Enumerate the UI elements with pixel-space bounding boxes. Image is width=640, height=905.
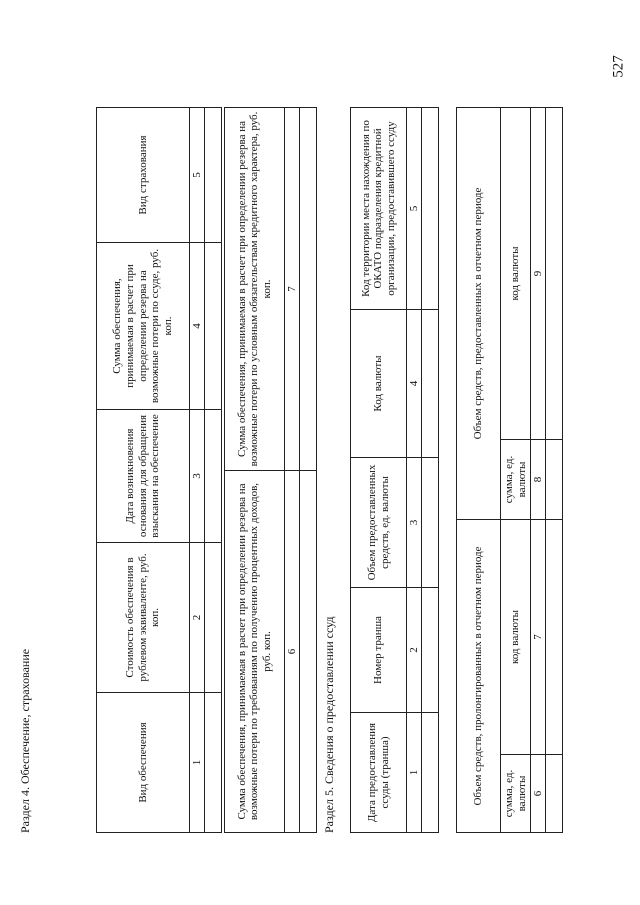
- header-provided-funds: Объем средств, предоставленных в отчетном периоде: [457, 107, 501, 519]
- table-cell: [205, 108, 222, 243]
- column-number: 5: [190, 108, 205, 243]
- subheader-currency-code: код валюты: [501, 107, 531, 439]
- table-cell: [205, 543, 222, 693]
- subheader-amount: сумма, ед. валюты: [501, 755, 531, 833]
- page-number: 527: [610, 55, 627, 78]
- table-cell: [546, 107, 563, 439]
- column-number: 7: [285, 108, 300, 471]
- header-funds-volume: Объем предоставленных средств, ед. валюты: [351, 458, 407, 588]
- section-4-title: Раздел 4. Обеспечение, страхование: [18, 648, 32, 833]
- subheader-amount: сумма, ед. валюты: [501, 439, 531, 519]
- table-cell: [546, 755, 563, 833]
- column-number: 8: [531, 439, 546, 519]
- header-enforcement-date: Дата возникновения основания для обращения взыскания на обеспечение: [97, 410, 190, 543]
- section-5-table-1: [350, 107, 439, 833]
- header-collateral-amount: Сумма обеспечения, принимаемая в расчет при определении резерва на возможные потери по ссуде, руб. коп.: [97, 243, 190, 410]
- header-collateral-value: Стоимость обеспечения в рублевом эквиваленте, руб. коп.: [97, 543, 190, 693]
- table-cell: [422, 310, 439, 458]
- section-4-table-1: [96, 107, 222, 833]
- header-okato-code: Код территории места нахождения по ОКАТО подразделения кредитной организации, предоставившего ссуду: [351, 108, 407, 310]
- header-prolonged-funds: Объем средств, пролонгированных в отчетном периоде: [457, 519, 501, 832]
- table-cell: [422, 108, 439, 310]
- column-number: 7: [531, 519, 546, 754]
- table-cell: [422, 713, 439, 833]
- table-cell: [205, 243, 222, 410]
- table-cell: [205, 410, 222, 543]
- section-4-table-2: [224, 107, 317, 833]
- header-contingent-collateral-amount: Сумма обеспечения, принимаемая в расчет при определении резерва на возможные потери по условным обязательствам кредитного характера, руб. коп.: [225, 108, 285, 471]
- header-loan-date: Дата предоставления ссуды (транша): [351, 713, 407, 833]
- table-cell: [205, 693, 222, 833]
- column-number: 1: [190, 693, 205, 833]
- header-collateral-type: Вид обеспечения: [97, 693, 190, 833]
- column-number: 6: [285, 471, 300, 833]
- column-number: 1: [407, 713, 422, 833]
- header-tranche-number: Номер транша: [351, 588, 407, 713]
- column-number: 4: [407, 310, 422, 458]
- table-cell: [300, 108, 317, 471]
- column-number: 3: [190, 410, 205, 543]
- column-number: 9: [531, 107, 546, 439]
- column-number: 5: [407, 108, 422, 310]
- header-insurance-type: Вид страхования: [97, 108, 190, 243]
- column-number: 4: [190, 243, 205, 410]
- subheader-currency-code: код валюты: [501, 519, 531, 754]
- section-5-table-2: [456, 107, 563, 833]
- column-number: 2: [407, 588, 422, 713]
- column-number: 6: [531, 755, 546, 833]
- table-cell: [546, 439, 563, 519]
- column-number: 3: [407, 458, 422, 588]
- table-cell: [422, 588, 439, 713]
- table-cell: [422, 458, 439, 588]
- header-currency-code: Код валюты: [351, 310, 407, 458]
- table-cell: [300, 471, 317, 833]
- column-number: 2: [190, 543, 205, 693]
- header-interest-collateral-amount: Сумма обеспечения, принимаемая в расчет при определении резерва на возможные потери по требованиям по получению процентных доходов, руб. коп.: [225, 471, 285, 833]
- section-5-title: Раздел 5. Сведения о предоставлении ссуд: [322, 616, 336, 833]
- table-cell: [546, 519, 563, 754]
